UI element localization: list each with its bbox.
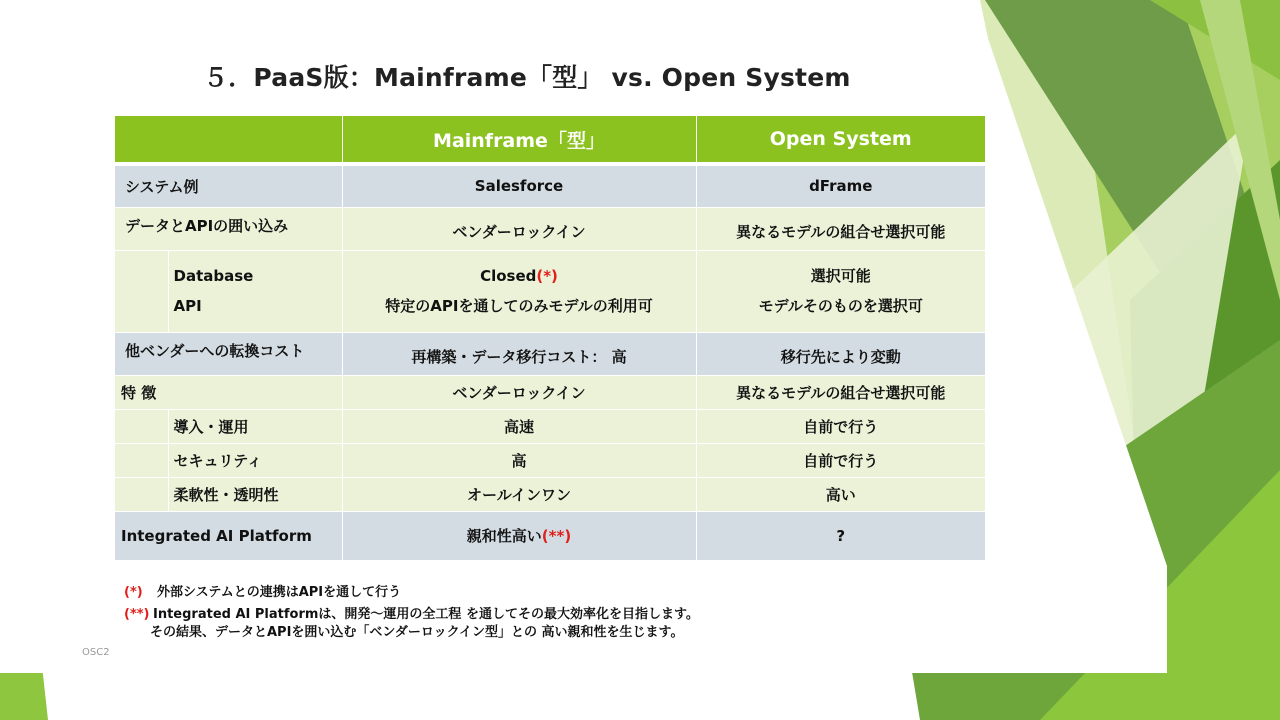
indent-cell: [115, 443, 168, 477]
slide-title: ５．PaaS版：Mainframe「型」 vs. Open System: [203, 63, 851, 92]
footnotes: [124, 584, 699, 642]
cell-mainframe: 再構築・データ移行コスト： 高: [342, 332, 696, 375]
footnote-2-mark: (**): [124, 607, 150, 622]
cell-open-system: 移行先により変動: [696, 332, 985, 375]
footnote-1-mark: (*): [124, 585, 143, 600]
open-db-value: 選択可能: [810, 267, 871, 285]
footnote-1: [124, 584, 699, 602]
cell-mainframe: [342, 250, 696, 332]
cell-mainframe: ベンダーロックイン: [342, 375, 696, 409]
footnote-mark-2: (**): [541, 527, 572, 545]
cell-mainframe: Salesforce: [342, 164, 696, 207]
cell-mainframe: オールインワン: [342, 477, 696, 511]
row-label-deployment: 導入・運用: [168, 409, 342, 443]
footnote-2-line1: Integrated AI Platformは、開発～運用の全工程 を通してその最大効率化を目指します。: [153, 607, 699, 622]
cell-open-system: 自前で行う: [696, 409, 985, 443]
footnote-mark-1: (*): [536, 267, 558, 285]
indent-cell: [115, 477, 168, 511]
header-mainframe: [342, 116, 696, 164]
cell-mainframe: [342, 511, 696, 560]
table-row: [115, 250, 985, 332]
cell-open-system: 異なるモデルの組合せ選択可能: [696, 207, 985, 250]
mainframe-api-value: 特定のAPIを通してのみモデルの利用可: [385, 297, 653, 315]
row-label-ai-platform: Integrated AI Platform: [115, 511, 342, 560]
footnote-1-text: 外部システムとの連携はAPIを通して行う: [157, 585, 402, 600]
row-label-api: API: [173, 297, 202, 315]
table-row: [115, 443, 985, 477]
table-row: [115, 511, 985, 560]
table-header-row: [115, 116, 985, 164]
table-row: [115, 409, 985, 443]
row-label-db-api: [168, 250, 342, 332]
table-row: [115, 375, 985, 409]
row-label-flexibility: 柔軟性・透明性: [168, 477, 342, 511]
closed-text: Closed: [480, 267, 537, 285]
cell-open-system: dFrame: [696, 164, 985, 207]
indent-cell: [115, 409, 168, 443]
row-label-switch-cost: 他ベンダーへの転換コスト: [115, 332, 342, 375]
cell-open-system: ?: [696, 511, 985, 560]
footnote-2-line2: その結果、データとAPIを囲い込む「ベンダーロックイン型」との 高い親和性を生じます。: [150, 625, 684, 640]
table-row: [115, 164, 985, 207]
mainframe-db-value: [343, 261, 696, 291]
header-open-system: Open System: [696, 116, 985, 164]
cell-mainframe: 高: [342, 443, 696, 477]
row-label-lockin: データとAPIの囲い込み: [115, 207, 342, 250]
cell-open-system: 異なるモデルの組合せ選択可能: [696, 375, 985, 409]
affinity-text: 親和性高い: [466, 527, 542, 545]
row-label-database: Database: [173, 267, 254, 285]
table-row: [115, 332, 985, 375]
cell-open-system: 高い: [696, 477, 985, 511]
open-api-value: モデルそのものを選択可: [758, 297, 923, 315]
header-mainframe-label: Mainframe「型」: [433, 129, 605, 152]
table-row: [115, 477, 985, 511]
cell-open-system: [696, 250, 985, 332]
row-label-system-example: システム例: [115, 164, 342, 207]
header-empty-cell: [115, 116, 342, 164]
footnote-2: [124, 606, 699, 624]
row-label-security: セキュリティ: [168, 443, 342, 477]
comparison-table: [115, 116, 985, 561]
table-row: [115, 207, 985, 250]
cell-mainframe: ベンダーロックイン: [342, 207, 696, 250]
row-label-features: 特 徴: [115, 375, 342, 409]
footer-text: OSC2: [82, 647, 110, 658]
cell-mainframe: 高速: [342, 409, 696, 443]
indent-cell: [115, 250, 168, 332]
cell-open-system: 自前で行う: [696, 443, 985, 477]
